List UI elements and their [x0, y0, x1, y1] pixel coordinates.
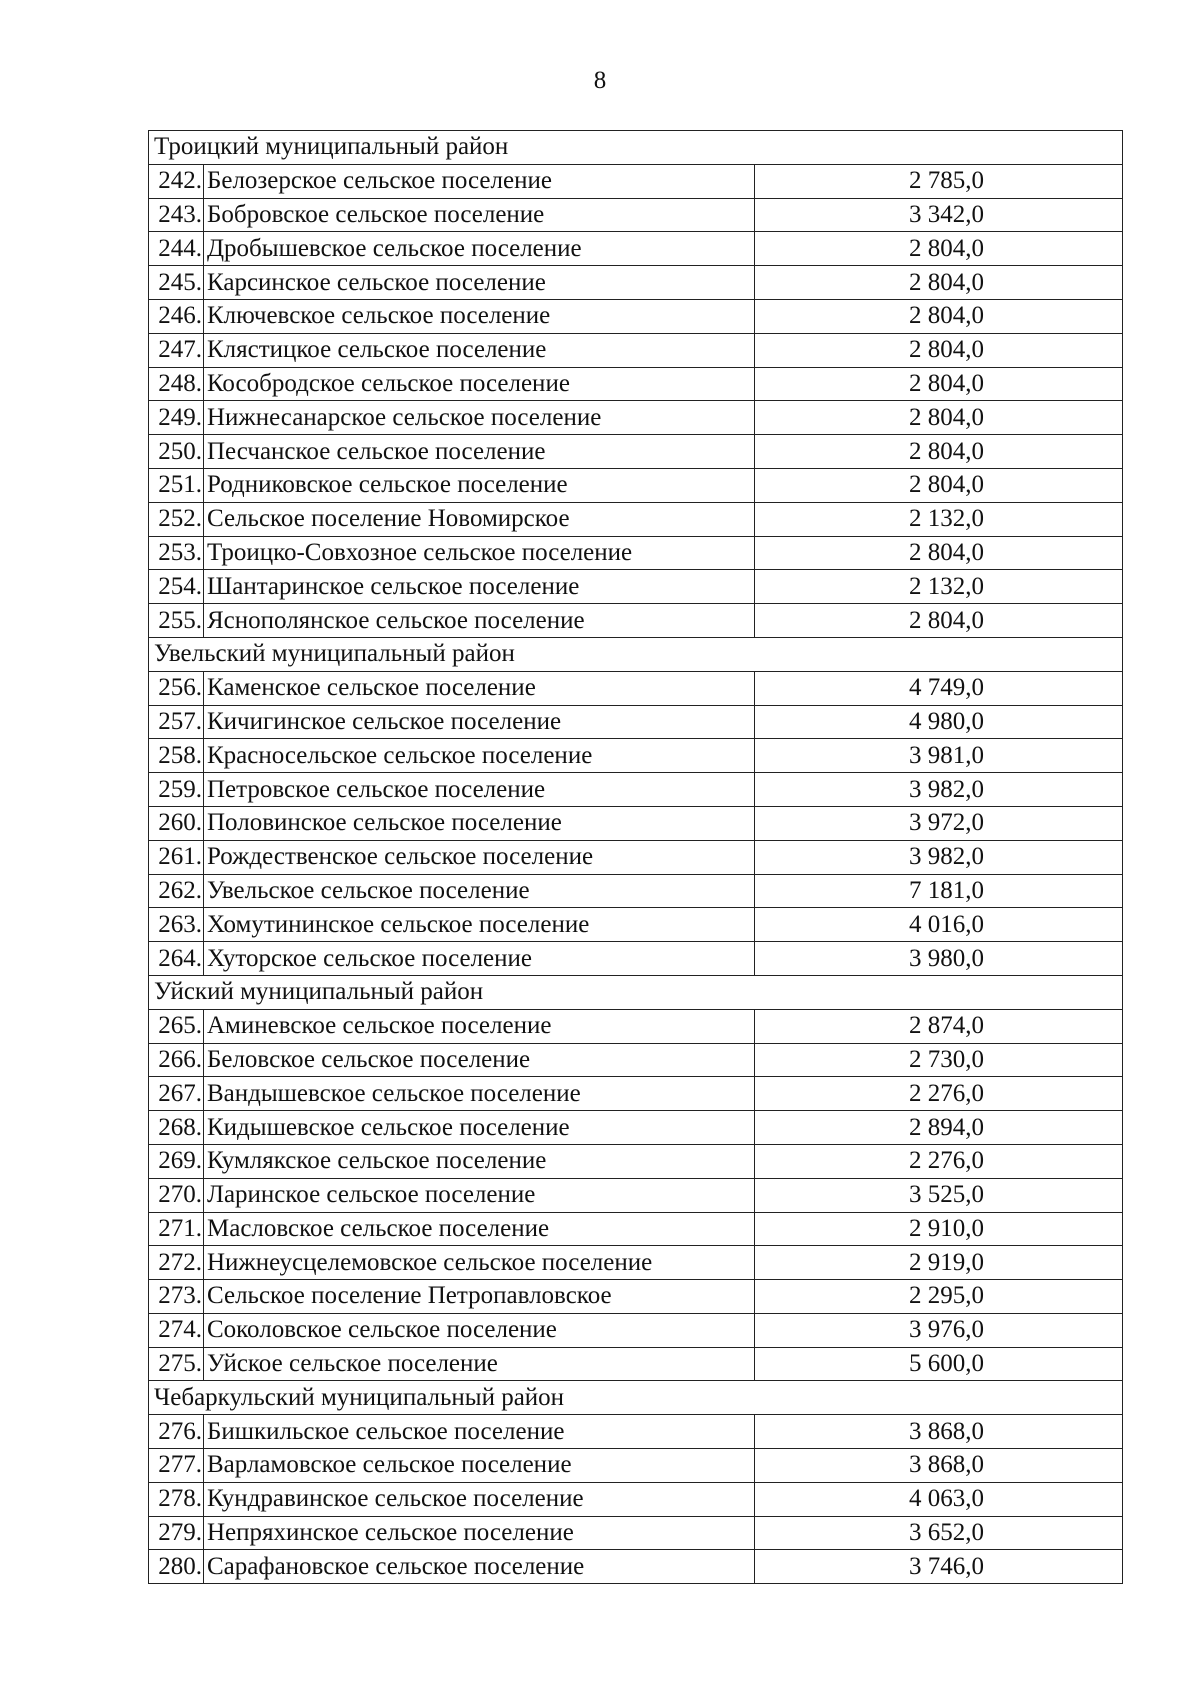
allocation-value: 2 804,0	[755, 401, 1123, 435]
table-row	[149, 1313, 1123, 1347]
settlement-name: Ключевское сельское поселение	[204, 299, 755, 333]
allocation-value: 3 982,0	[755, 840, 1123, 874]
allocation-value: 4 063,0	[755, 1482, 1123, 1516]
row-number: 273.	[149, 1280, 204, 1314]
row-number: 251.	[149, 468, 204, 502]
table-row	[149, 773, 1123, 807]
row-number: 259.	[149, 773, 204, 807]
allocation-value: 2 132,0	[755, 502, 1123, 536]
allocation-value: 2 730,0	[755, 1043, 1123, 1077]
table-row	[149, 942, 1123, 976]
settlement-name: Соколовское сельское поселение	[204, 1313, 755, 1347]
row-number: 261.	[149, 840, 204, 874]
settlement-name: Хомутининское сельское поселение	[204, 908, 755, 942]
row-number: 258.	[149, 739, 204, 773]
allocation-value: 3 868,0	[755, 1415, 1123, 1449]
settlement-name: Дробышевское сельское поселение	[204, 232, 755, 266]
settlement-name: Кундравинское сельское поселение	[204, 1482, 755, 1516]
row-number: 276.	[149, 1415, 204, 1449]
settlement-name: Петровское сельское поселение	[204, 773, 755, 807]
allocation-value: 2 804,0	[755, 333, 1123, 367]
allocation-value: 3 652,0	[755, 1516, 1123, 1550]
settlement-name: Беловское сельское поселение	[204, 1043, 755, 1077]
table-row	[149, 1246, 1123, 1280]
allocation-value: 3 868,0	[755, 1449, 1123, 1483]
settlement-name: Увельское сельское поселение	[204, 874, 755, 908]
table-row	[149, 604, 1123, 638]
row-number: 266.	[149, 1043, 204, 1077]
allocation-value: 3 972,0	[755, 806, 1123, 840]
allocation-value: 3 976,0	[755, 1313, 1123, 1347]
settlement-name: Каменское сельское поселение	[204, 671, 755, 705]
table-row	[149, 1212, 1123, 1246]
settlement-name: Половинское сельское поселение	[204, 806, 755, 840]
table-row	[149, 874, 1123, 908]
row-number: 271.	[149, 1212, 204, 1246]
row-number: 249.	[149, 401, 204, 435]
settlement-name: Уйское сельское поселение	[204, 1347, 755, 1381]
settlement-name: Бишкильское сельское поселение	[204, 1415, 755, 1449]
allocation-value: 2 132,0	[755, 570, 1123, 604]
settlement-name: Бобровское сельское поселение	[204, 198, 755, 232]
allocation-value: 2 804,0	[755, 232, 1123, 266]
settlement-name: Аминевское сельское поселение	[204, 1009, 755, 1043]
district-name: Увельский муниципальный район	[149, 637, 1123, 671]
row-number: 243.	[149, 198, 204, 232]
table-row	[149, 1347, 1123, 1381]
settlement-name: Песчанское сельское поселение	[204, 435, 755, 469]
row-number: 269.	[149, 1144, 204, 1178]
row-number: 278.	[149, 1482, 204, 1516]
settlement-name: Красносельское сельское поселение	[204, 739, 755, 773]
table-row	[149, 1144, 1123, 1178]
allocation-value: 2 276,0	[755, 1077, 1123, 1111]
table-row	[149, 1415, 1123, 1449]
table-row	[149, 1178, 1123, 1212]
row-number: 280.	[149, 1550, 204, 1584]
row-number: 272.	[149, 1246, 204, 1280]
allocation-value: 2 804,0	[755, 266, 1123, 300]
table-row	[149, 266, 1123, 300]
allocation-value: 2 804,0	[755, 435, 1123, 469]
table-row	[149, 232, 1123, 266]
table-row	[149, 806, 1123, 840]
table-row	[149, 299, 1123, 333]
settlement-name: Клястицкое сельское поселение	[204, 333, 755, 367]
allocation-value: 3 982,0	[755, 773, 1123, 807]
settlement-name: Троицко-Совхозное сельское поселение	[204, 536, 755, 570]
table-row	[149, 908, 1123, 942]
settlement-name: Кидышевское сельское поселение	[204, 1111, 755, 1145]
row-number: 260.	[149, 806, 204, 840]
table-row	[149, 671, 1123, 705]
table-body	[149, 131, 1123, 1584]
allocation-value: 3 342,0	[755, 198, 1123, 232]
settlement-name: Карсинское сельское поселение	[204, 266, 755, 300]
settlement-name: Шантаринское сельское поселение	[204, 570, 755, 604]
table-row	[149, 570, 1123, 604]
page-number: 8	[593, 67, 607, 94]
allocation-value: 4 980,0	[755, 705, 1123, 739]
row-number: 263.	[149, 908, 204, 942]
row-number: 247.	[149, 333, 204, 367]
district-header-row	[149, 1381, 1123, 1415]
allocation-value: 5 600,0	[755, 1347, 1123, 1381]
settlement-name: Масловское сельское поселение	[204, 1212, 755, 1246]
table-row	[149, 705, 1123, 739]
settlement-name: Непряхинское сельское поселение	[204, 1516, 755, 1550]
table-row	[149, 1043, 1123, 1077]
allocation-value: 2 910,0	[755, 1212, 1123, 1246]
allocation-value: 2 894,0	[755, 1111, 1123, 1145]
settlement-name: Сельское поселение Новомирское	[204, 502, 755, 536]
row-number: 245.	[149, 266, 204, 300]
table-row	[149, 164, 1123, 198]
row-number: 264.	[149, 942, 204, 976]
row-number: 255.	[149, 604, 204, 638]
row-number: 253.	[149, 536, 204, 570]
settlement-name: Вандышевское сельское поселение	[204, 1077, 755, 1111]
row-number: 242.	[149, 164, 204, 198]
row-number: 275.	[149, 1347, 204, 1381]
district-header-row	[149, 975, 1123, 1009]
table-row	[149, 198, 1123, 232]
row-number: 252.	[149, 502, 204, 536]
table-row	[149, 1111, 1123, 1145]
allocation-value: 3 525,0	[755, 1178, 1123, 1212]
row-number: 274.	[149, 1313, 204, 1347]
table-row	[149, 739, 1123, 773]
settlement-name: Ларинское сельское поселение	[204, 1178, 755, 1212]
row-number: 256.	[149, 671, 204, 705]
settlement-name: Нижнесанарское сельское поселение	[204, 401, 755, 435]
table-row	[149, 1449, 1123, 1483]
table-row	[149, 1077, 1123, 1111]
settlement-name: Яснополянское сельское поселение	[204, 604, 755, 638]
settlement-name: Родниковское сельское поселение	[204, 468, 755, 502]
allocation-table	[148, 130, 1123, 1584]
table-row	[149, 468, 1123, 502]
settlement-name: Кособродское сельское поселение	[204, 367, 755, 401]
row-number: 254.	[149, 570, 204, 604]
allocation-value: 2 919,0	[755, 1246, 1123, 1280]
row-number: 248.	[149, 367, 204, 401]
table-row	[149, 536, 1123, 570]
district-name: Троицкий муниципальный район	[149, 131, 1123, 165]
allocation-value: 3 981,0	[755, 739, 1123, 773]
allocation-value: 2 804,0	[755, 536, 1123, 570]
settlement-name: Белозерское сельское поселение	[204, 164, 755, 198]
row-number: 270.	[149, 1178, 204, 1212]
table-row	[149, 502, 1123, 536]
allocation-value: 2 874,0	[755, 1009, 1123, 1043]
allocation-value: 2 804,0	[755, 299, 1123, 333]
settlement-name: Кумлякское сельское поселение	[204, 1144, 755, 1178]
allocation-value: 3 980,0	[755, 942, 1123, 976]
table-row	[149, 435, 1123, 469]
row-number: 268.	[149, 1111, 204, 1145]
allocation-value: 2 804,0	[755, 468, 1123, 502]
district-name: Уйский муниципальный район	[149, 975, 1123, 1009]
allocation-value: 2 804,0	[755, 604, 1123, 638]
table-row	[149, 367, 1123, 401]
settlement-name: Рождественское сельское поселение	[204, 840, 755, 874]
allocation-value: 2 295,0	[755, 1280, 1123, 1314]
row-number: 277.	[149, 1449, 204, 1483]
row-number: 265.	[149, 1009, 204, 1043]
settlement-name: Кичигинское сельское поселение	[204, 705, 755, 739]
row-number: 279.	[149, 1516, 204, 1550]
allocation-value: 2 804,0	[755, 367, 1123, 401]
table-row	[149, 840, 1123, 874]
district-header-row	[149, 131, 1123, 165]
table-row	[149, 333, 1123, 367]
table-row	[149, 1009, 1123, 1043]
table-row	[149, 1516, 1123, 1550]
settlement-name: Нижнеусцелемовское сельское поселение	[204, 1246, 755, 1280]
district-header-row	[149, 637, 1123, 671]
allocation-value: 4 016,0	[755, 908, 1123, 942]
allocation-value: 4 749,0	[755, 671, 1123, 705]
row-number: 244.	[149, 232, 204, 266]
table-row	[149, 1280, 1123, 1314]
settlement-name: Сарафановское сельское поселение	[204, 1550, 755, 1584]
row-number: 246.	[149, 299, 204, 333]
table-row	[149, 1482, 1123, 1516]
allocation-value: 3 746,0	[755, 1550, 1123, 1584]
settlement-name: Варламовское сельское поселение	[204, 1449, 755, 1483]
row-number: 250.	[149, 435, 204, 469]
allocation-value: 2 276,0	[755, 1144, 1123, 1178]
row-number: 262.	[149, 874, 204, 908]
row-number: 257.	[149, 705, 204, 739]
allocation-value: 2 785,0	[755, 164, 1123, 198]
row-number: 267.	[149, 1077, 204, 1111]
settlement-name: Хуторское сельское поселение	[204, 942, 755, 976]
allocation-value: 7 181,0	[755, 874, 1123, 908]
district-name: Чебаркульский муниципальный район	[149, 1381, 1123, 1415]
settlement-name: Сельское поселение Петропавловское	[204, 1280, 755, 1314]
table-row	[149, 401, 1123, 435]
table-row	[149, 1550, 1123, 1584]
